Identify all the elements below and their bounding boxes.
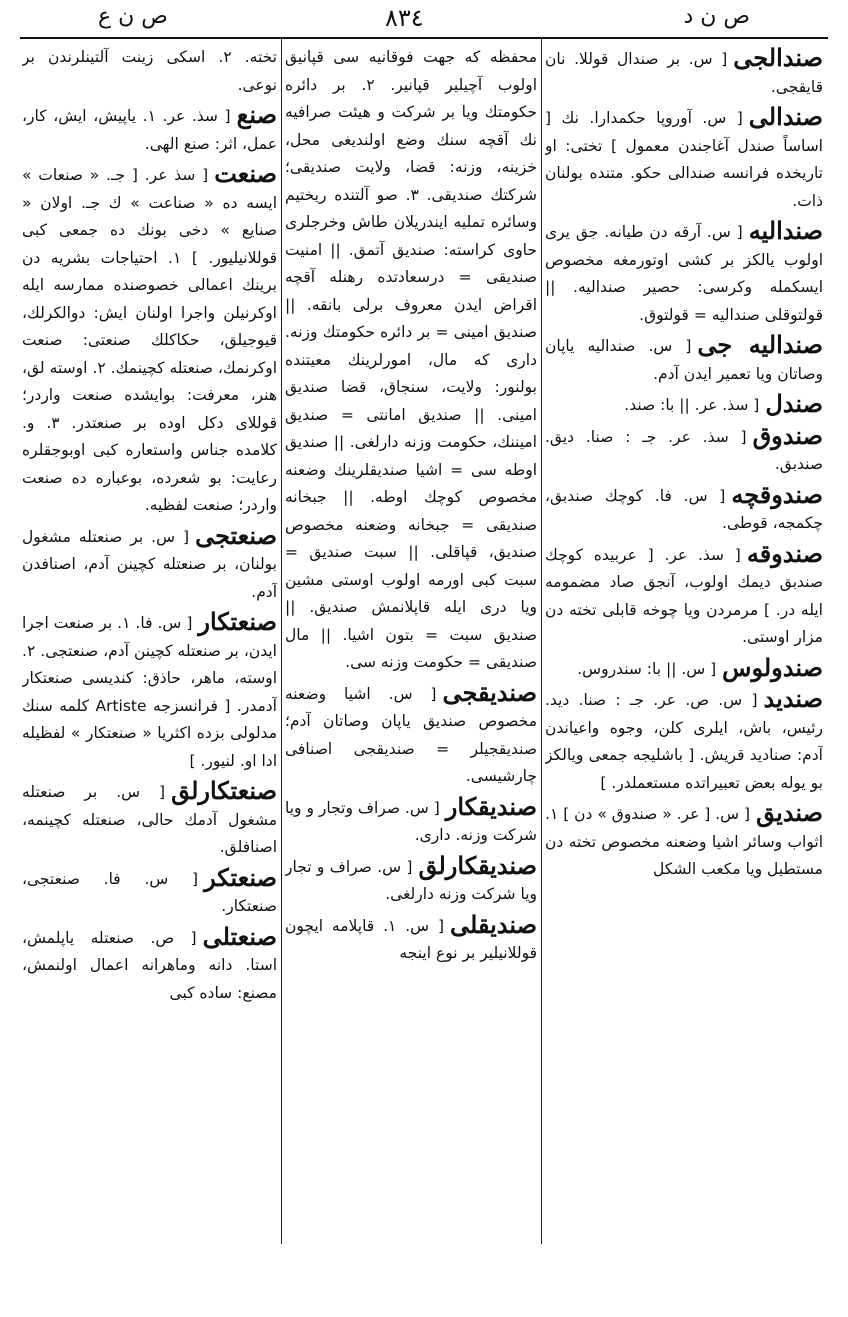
- dictionary-entry: [22, 44, 277, 99]
- entry-headword: صندالى: [748, 102, 823, 131]
- entry-definition: [ س. آرقه دن طيانه. جق يرى اولوب يالكز بر كشى اوتورمغه مخصوص ايسكمله وكرسى: حصير صنداليه. || قولتوقلى صنداليه = قولتوق.: [545, 223, 823, 324]
- entry-definition: [ س. بر صنعتله مشغول آدمك حالى، صنعتله كچينمه، اصنافلق.: [22, 783, 277, 856]
- column-divider-right: [541, 39, 542, 1244]
- entry-definition: [ سذ. عر. [ عربيده كوچك صندبق ديمك اولوب، آنجق صاد مضمومه ايله در. ] مرمردن ويا چوخه قابلى تخته دن مزار اوستى.: [545, 545, 823, 646]
- dictionary-entry: [545, 685, 823, 797]
- page-header: [0, 0, 848, 36]
- column-divider-left: [281, 39, 282, 1244]
- dictionary-entry: [545, 331, 823, 388]
- entry-headword: صنديقكارلق: [418, 850, 537, 880]
- dictionary-entry: [545, 217, 823, 329]
- entry-definition: [ س. اشيا وضعنه مخصوص صنديق ياپان وصاتان آدم؛ صنديقجيلر = صنديقجى اصنافى چارشيسى.: [285, 684, 537, 785]
- dictionary-entry: [545, 44, 823, 101]
- dictionary-entry: [545, 390, 823, 420]
- entry-definition: [ س. ١. قاپلامه ايچون قوللانيلير بر نوع اينجه: [285, 916, 537, 962]
- dictionary-entry: [545, 103, 823, 215]
- entry-headword: صنديقجى: [442, 677, 537, 707]
- dictionary-entry: [285, 793, 537, 850]
- page-number: ٨٣٤: [385, 4, 424, 32]
- entry-headword: صنداليه جى: [697, 330, 823, 359]
- entry-definition: [ سذ عر. [ جـ. « صنعات » ايسه ده « صناعت » ك جـ. اولان « صنايع » دخى بونك ده جمعى كبى قوللانيليور. ] ١. احتياجات بشريه دن برينك اعمالى خصوصنده ممارسه ايله اوكرنيلن واجرا اولنان ايش: دوالكرلك، قيوجيلق، حكاكلك صنعتى: صنعت اوكرنمك، صنعتله كچينمك. ٢. اوسته لق، هنر، معرفت: بوايشده صنعت واردر؛ قوللاى دكل اوده بر صنعتدر. ٣. و. كلامده جناس واستعاره كبى اوبوجقلره رعايت: بو شعرده، بوعباره ده صنعت واردر؛ صنعت لفظيه.: [22, 166, 277, 514]
- column-left: [22, 44, 277, 1244]
- entry-definition: [ س. صراف و تجار ويا شركت وزنه دارلغى.: [285, 857, 537, 903]
- dictionary-entry: [22, 522, 277, 607]
- entry-headword: صنديق: [756, 798, 823, 827]
- entry-definition: محفظه كه جهت فوقانيه سى قپانيق اولوب آچيلير قپانير. ٢. بر دائره حكومتك ويا بر شركت و هيئت صرافيه نك آقچه سنك وضع اولنديغى محل، خزينه، وزنه: قضا، ولايت صنديقى؛ شركتك صنديقى. ٣. صو آلتنده ريختيم وسائره تمليه ايندريلان طاش وخرجلرى حاوى كراسته: صنديق آتمق. || امنيت صنديقى = درسعادتده رهنله آقچه اقراض ايدن معروف برلى بانقه. || صنديق امينى = بر دائره حكومتك وزنه. دارى كه مال، امورلرينك معيتنده بولنور: ولايت، سنجاق، قضا صنديق امينى. || صنديق امانتى = صنديق اميننك، حكومت وزنه دارلغى. || صنديق اوطه سى = اشيا صنديقلرينك وضعنه مخصوص كوچك اوطه. || جبخانه صنديقى = جبخانه وضعنه مخصوص صنديق، قپاقلى. || سبت صنديق = سبت كبى اورمه اولوب اوستى مشين ويا درى ايله قاپلانمش صنديق. || صنديق سبت = بتون اشيا. || مال صنديقى = حكومت وزنه سى.: [285, 48, 537, 671]
- dictionary-entry: [22, 923, 277, 1008]
- entry-headword: صندوقچه: [731, 479, 823, 509]
- entry-definition: [ س. بر صنعتله مشغول بولنان، بر صنعتله كچينن آدم، اصنافدن آدم.: [22, 527, 277, 601]
- dictionary-entry: [22, 608, 277, 775]
- entry-definition: تخته. ٢. اسكى زينت آلتينلرندن بر نوعى.: [22, 48, 277, 94]
- entry-headword: صنديد: [763, 684, 823, 713]
- entry-headword: صنعتجى: [195, 520, 277, 550]
- dictionary-entry: [22, 160, 277, 520]
- entry-definition: [ سذ. عر. جـ : صنا. ديق. صندبق.: [545, 427, 823, 473]
- dictionary-entry: [285, 852, 537, 909]
- entry-definition: [ س. صنداليه ياپان وصاتان ويا تعمير ايدن آدم.: [545, 337, 823, 383]
- dictionary-entry: [545, 799, 823, 884]
- entry-headword: صندوقه: [746, 538, 823, 568]
- entry-headword: صنعت: [214, 159, 277, 188]
- entry-definition: [ س. فا. صنعتجى، صنعتكار.: [22, 869, 277, 915]
- entry-definition: [ س. فا. ١. بر صنعت اجرا ايدن، بر صنعتله كچينن آدم، صنعتجى. ٢. اوسته، ماهر، حاذق: كنديسى صنعتكار آدمدر. [ فرانسزجه Artiste كلمه سنك مدلولى بزده اكثريا « صنعتكار » لفظيله ادا او. لنيور. ]: [22, 614, 277, 770]
- entry-definition: [ س. ص. عر. جـ : صنا. ديد. رئيس، باش، ايلرى كلن، وجوه واعياندن آدم: صناديد قريش. [ باشليجه جمعى ويالكز بو يوله بعض تعبيراتده مستعملدر. ]: [545, 691, 823, 792]
- dictionary-entry: [545, 422, 823, 479]
- entry-headword: صنديقلى: [450, 909, 537, 939]
- entry-headword: صنديقكار: [445, 791, 537, 821]
- dictionary-entry: [545, 654, 823, 684]
- dictionary-entry: [285, 679, 537, 791]
- dictionary-entry: [285, 911, 537, 968]
- entry-headword: صنع: [236, 100, 277, 129]
- dictionary-entry: [22, 101, 277, 158]
- entry-headword: صنعتكارلق: [171, 776, 277, 805]
- entry-headword: صندالجى: [733, 44, 823, 72]
- dictionary-entry: [22, 777, 277, 862]
- entry-headword: صندل: [765, 389, 823, 418]
- entry-definition: [ س. صراف وتجار و ويا شركت وزنه. دارى.: [285, 798, 537, 844]
- entry-definition: [ س. بر صندال قوللا. نان قايقجى.: [545, 50, 823, 96]
- entry-headword: صنعتكر: [204, 862, 277, 892]
- entry-headword: صندولوس: [722, 652, 823, 682]
- entry-definition: [ س. آوروپا حكمدارا. نك [ اساساً صندل آغاجندن معمول ] تختى: او تاريخده فرانسه صندالى حكو. متنده بولنان ذات.: [545, 109, 823, 210]
- entry-definition: [ س. || با: سندروس.: [577, 659, 717, 678]
- dictionary-entry: [285, 44, 537, 677]
- entry-definition: [ سذ. عر. ١. ياپيش، ايش، كار، عمل، اثر: صنع الهى.: [22, 107, 277, 153]
- column-right: [545, 44, 823, 1244]
- running-head-left: ص ن ع: [98, 4, 168, 29]
- running-head-right: ص ن د: [683, 4, 750, 29]
- entry-definition: [ سذ. عر. || با: صند.: [624, 396, 760, 414]
- dictionary-entry: [545, 481, 823, 538]
- entry-headword: صنعتكار: [198, 607, 277, 636]
- dictionary-entry: [22, 864, 277, 921]
- entry-headword: صنداليه: [748, 216, 823, 245]
- entry-definition: [ ص. صنعتله ياپلمش، استا. دانه وماهرانه اعمال اولنمش، مصنع: ساده كبى: [22, 928, 277, 1002]
- entry-headword: صنعتلى: [202, 921, 277, 951]
- entry-definition: [ س. [ عر. « صندوق » دن ] ١. اثواب وسائر اشيا وضعنه مخصوص تخته دن مستطيل ويا مكعب الشكل: [545, 805, 823, 878]
- entry-definition: [ س. فا. كوچك صندبق، چكمجه، قوطى.: [545, 486, 823, 532]
- entry-headword: صندوق: [752, 420, 823, 450]
- column-middle: [285, 44, 537, 1244]
- header-rule: [20, 37, 828, 39]
- dictionary-entry: [545, 540, 823, 652]
